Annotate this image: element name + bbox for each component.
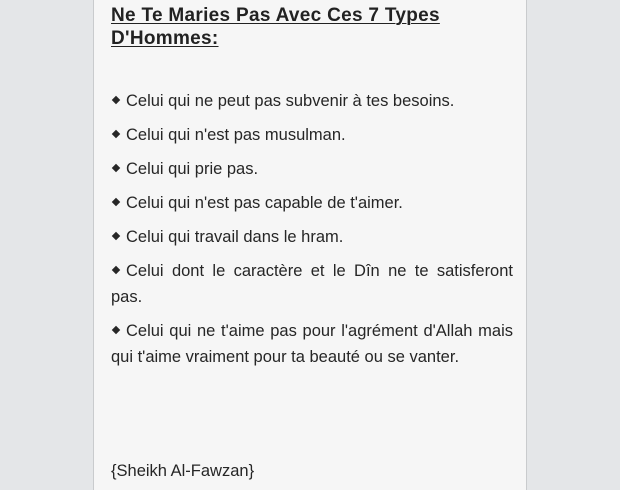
diamond-bullet-icon xyxy=(112,266,120,274)
diamond-bullet-icon xyxy=(112,232,120,240)
list-item xyxy=(111,258,513,310)
diamond-bullet-icon xyxy=(112,96,120,104)
post-title: Ne Te Maries Pas Avec Ces 7 Types D'Hommes: xyxy=(111,5,440,49)
diamond-bullet-icon xyxy=(112,326,120,334)
diamond-bullet-icon xyxy=(112,164,120,172)
list-item-text: Celui qui prie pas. xyxy=(126,160,259,178)
list-item-text: Celui qui n'est pas capable de t'aimer. xyxy=(126,194,403,212)
list-item xyxy=(111,88,513,114)
list-item xyxy=(111,318,513,370)
post-card xyxy=(93,0,527,490)
list-item-text: Celui qui n'est pas musulman. xyxy=(126,126,346,144)
list-item xyxy=(111,190,513,216)
list-item-text: Celui qui ne t'aime pas pour l'agrément d'Allah mais qui t'aime vraiment pour ta beauté ou se vanter. xyxy=(111,322,513,366)
diamond-bullet-icon xyxy=(112,198,120,206)
list-item-text: Celui qui travail dans le hram. xyxy=(126,228,344,246)
diamond-bullet-icon xyxy=(112,130,120,138)
list-item xyxy=(111,224,513,250)
list-item xyxy=(111,122,513,148)
rules-list xyxy=(111,88,513,378)
list-item-text: Celui qui ne peut pas subvenir à tes besoins. xyxy=(126,92,455,110)
list-item xyxy=(111,156,513,182)
signature: {Sheikh Al-Fawzan} xyxy=(111,462,255,480)
list-item-text: Celui dont le caractère et le Dîn ne te satisferont pas. xyxy=(111,262,513,306)
